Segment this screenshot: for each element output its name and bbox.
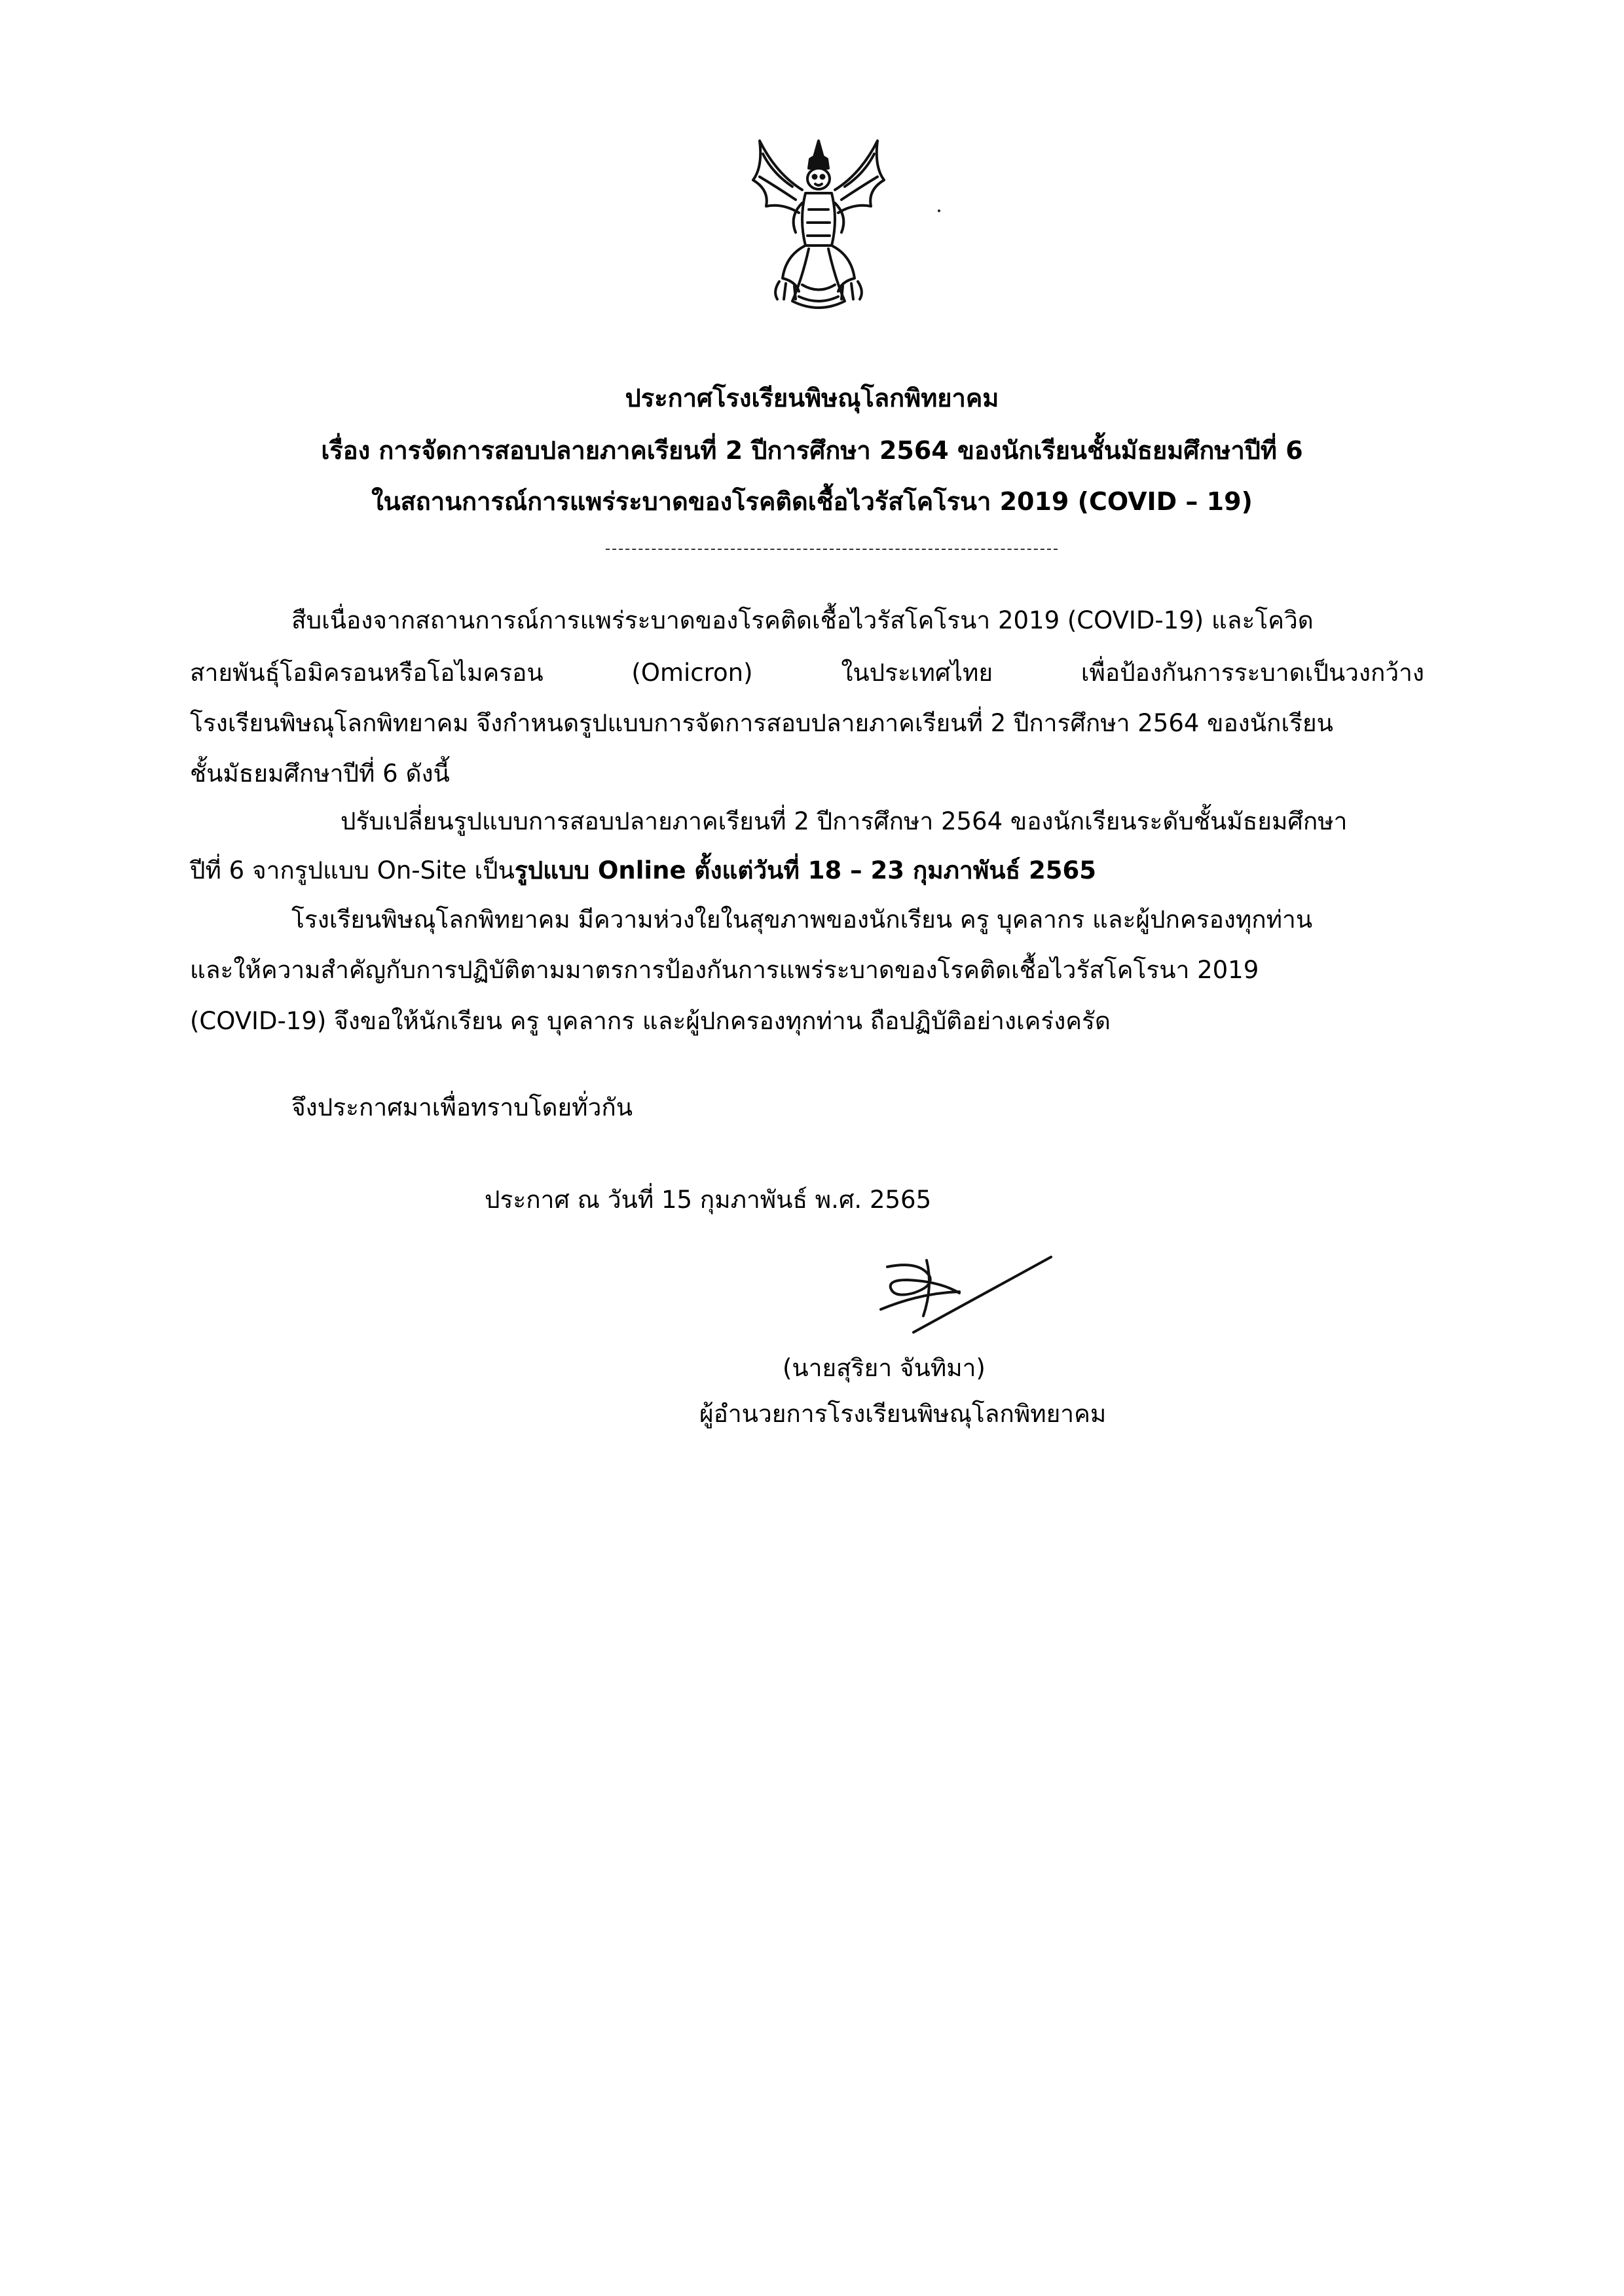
paragraph-3-line-3: (COVID-19) จึงขอให้นักเรียน ครู บุคลากร และผู้ปกครองทุกท่าน ถือปฏิบัติอย่างเคร่งครัด [190,1007,1111,1035]
signer-name: (นายสุริยา จันทิมา) [783,1354,986,1382]
paragraph-1-line-4: ชั้นมัธยมศึกษาปีที่ 6 ดังนี้ [190,759,450,788]
paragraph-1-line-3: โรงเรียนพิษณุโลกพิทยาคม จึงกำหนดรูปแบบการจัดการสอบปลายภาคเรียนที่ 2 ปีการศึกษา 2564 ของนักเรียน [190,709,1333,737]
announcement-subject: เรื่อง การจัดการสอบปลายภาคเรียนที่ 2 ปีการศึกษา 2564 ของนักเรียนชั้นมัธยมศึกษาปีที่ 6 [321,436,1303,465]
paragraph-2-line-2 [190,854,1096,887]
paragraph-3-line-1: โรงเรียนพิษณุโลกพิทยาคม มีความห่วงใยในสุขภาพของนักเรียน ครู บุคลากร และผู้ปกครองทุกท่าน [291,905,1313,934]
announcement-subject-line2: ในสถานการณ์การแพร่ระบาดของโรคติดเชื้อไวรัสโคโรนา 2019 (COVID – 19) [371,487,1253,516]
garuda-emblem-icon [737,128,900,324]
exam-online-dates: รูปแบบ Online ตั้งแต่วันที่ 18 – 23 กุมภาพันธ์ 2565 [514,856,1096,884]
paragraph-3-line-2: และให้ความสำคัญกับการปฏิบัติตามมาตรการป้องกันการแพร่ระบาดของโรคติดเชื้อไวรัสโคโรนา 2019 [190,956,1259,984]
paragraph-1-line-1: สืบเนื่องจากสถานการณ์การแพร่ระบาดของโรคติดเชื้อไวรัสโคโรนา 2019 (COVID-19) และโควิด [291,606,1314,634]
stray-mark [938,210,940,212]
paragraph-2-line-2-text: ปีที่ 6 จากรูปแบบ On-Site เป็น [190,856,515,884]
announcement-title: ประกาศโรงเรียนพิษณุโลกพิทยาคม [625,384,999,412]
signer-position: ผู้อำนวยการโรงเรียนพิษณุโลกพิทยาคม [699,1400,1107,1428]
title-divider [606,549,1058,550]
announcement-date: ประกาศ ณ วันที่ 15 กุมภาพันธ์ พ.ศ. 2565 [485,1186,932,1214]
closing-statement: จึงประกาศมาเพื่อทราบโดยทั่วกัน [291,1093,633,1121]
paragraph-2-line-1: ปรับเปลี่ยนรูปแบบการสอบปลายภาคเรียนที่ 2 ปีการศึกษา 2564 ของนักเรียนระดับชั้นมัธยมศึกษา [341,807,1348,835]
paragraph-1-line-2: สายพันธุ์โอมิครอนหรือโอไมครอน (Omicron) ในประเทศไทย เพื่อป้องกันการระบาดเป็นวงกว้าง [190,659,1424,687]
handwritten-signature-icon [861,1247,1058,1345]
